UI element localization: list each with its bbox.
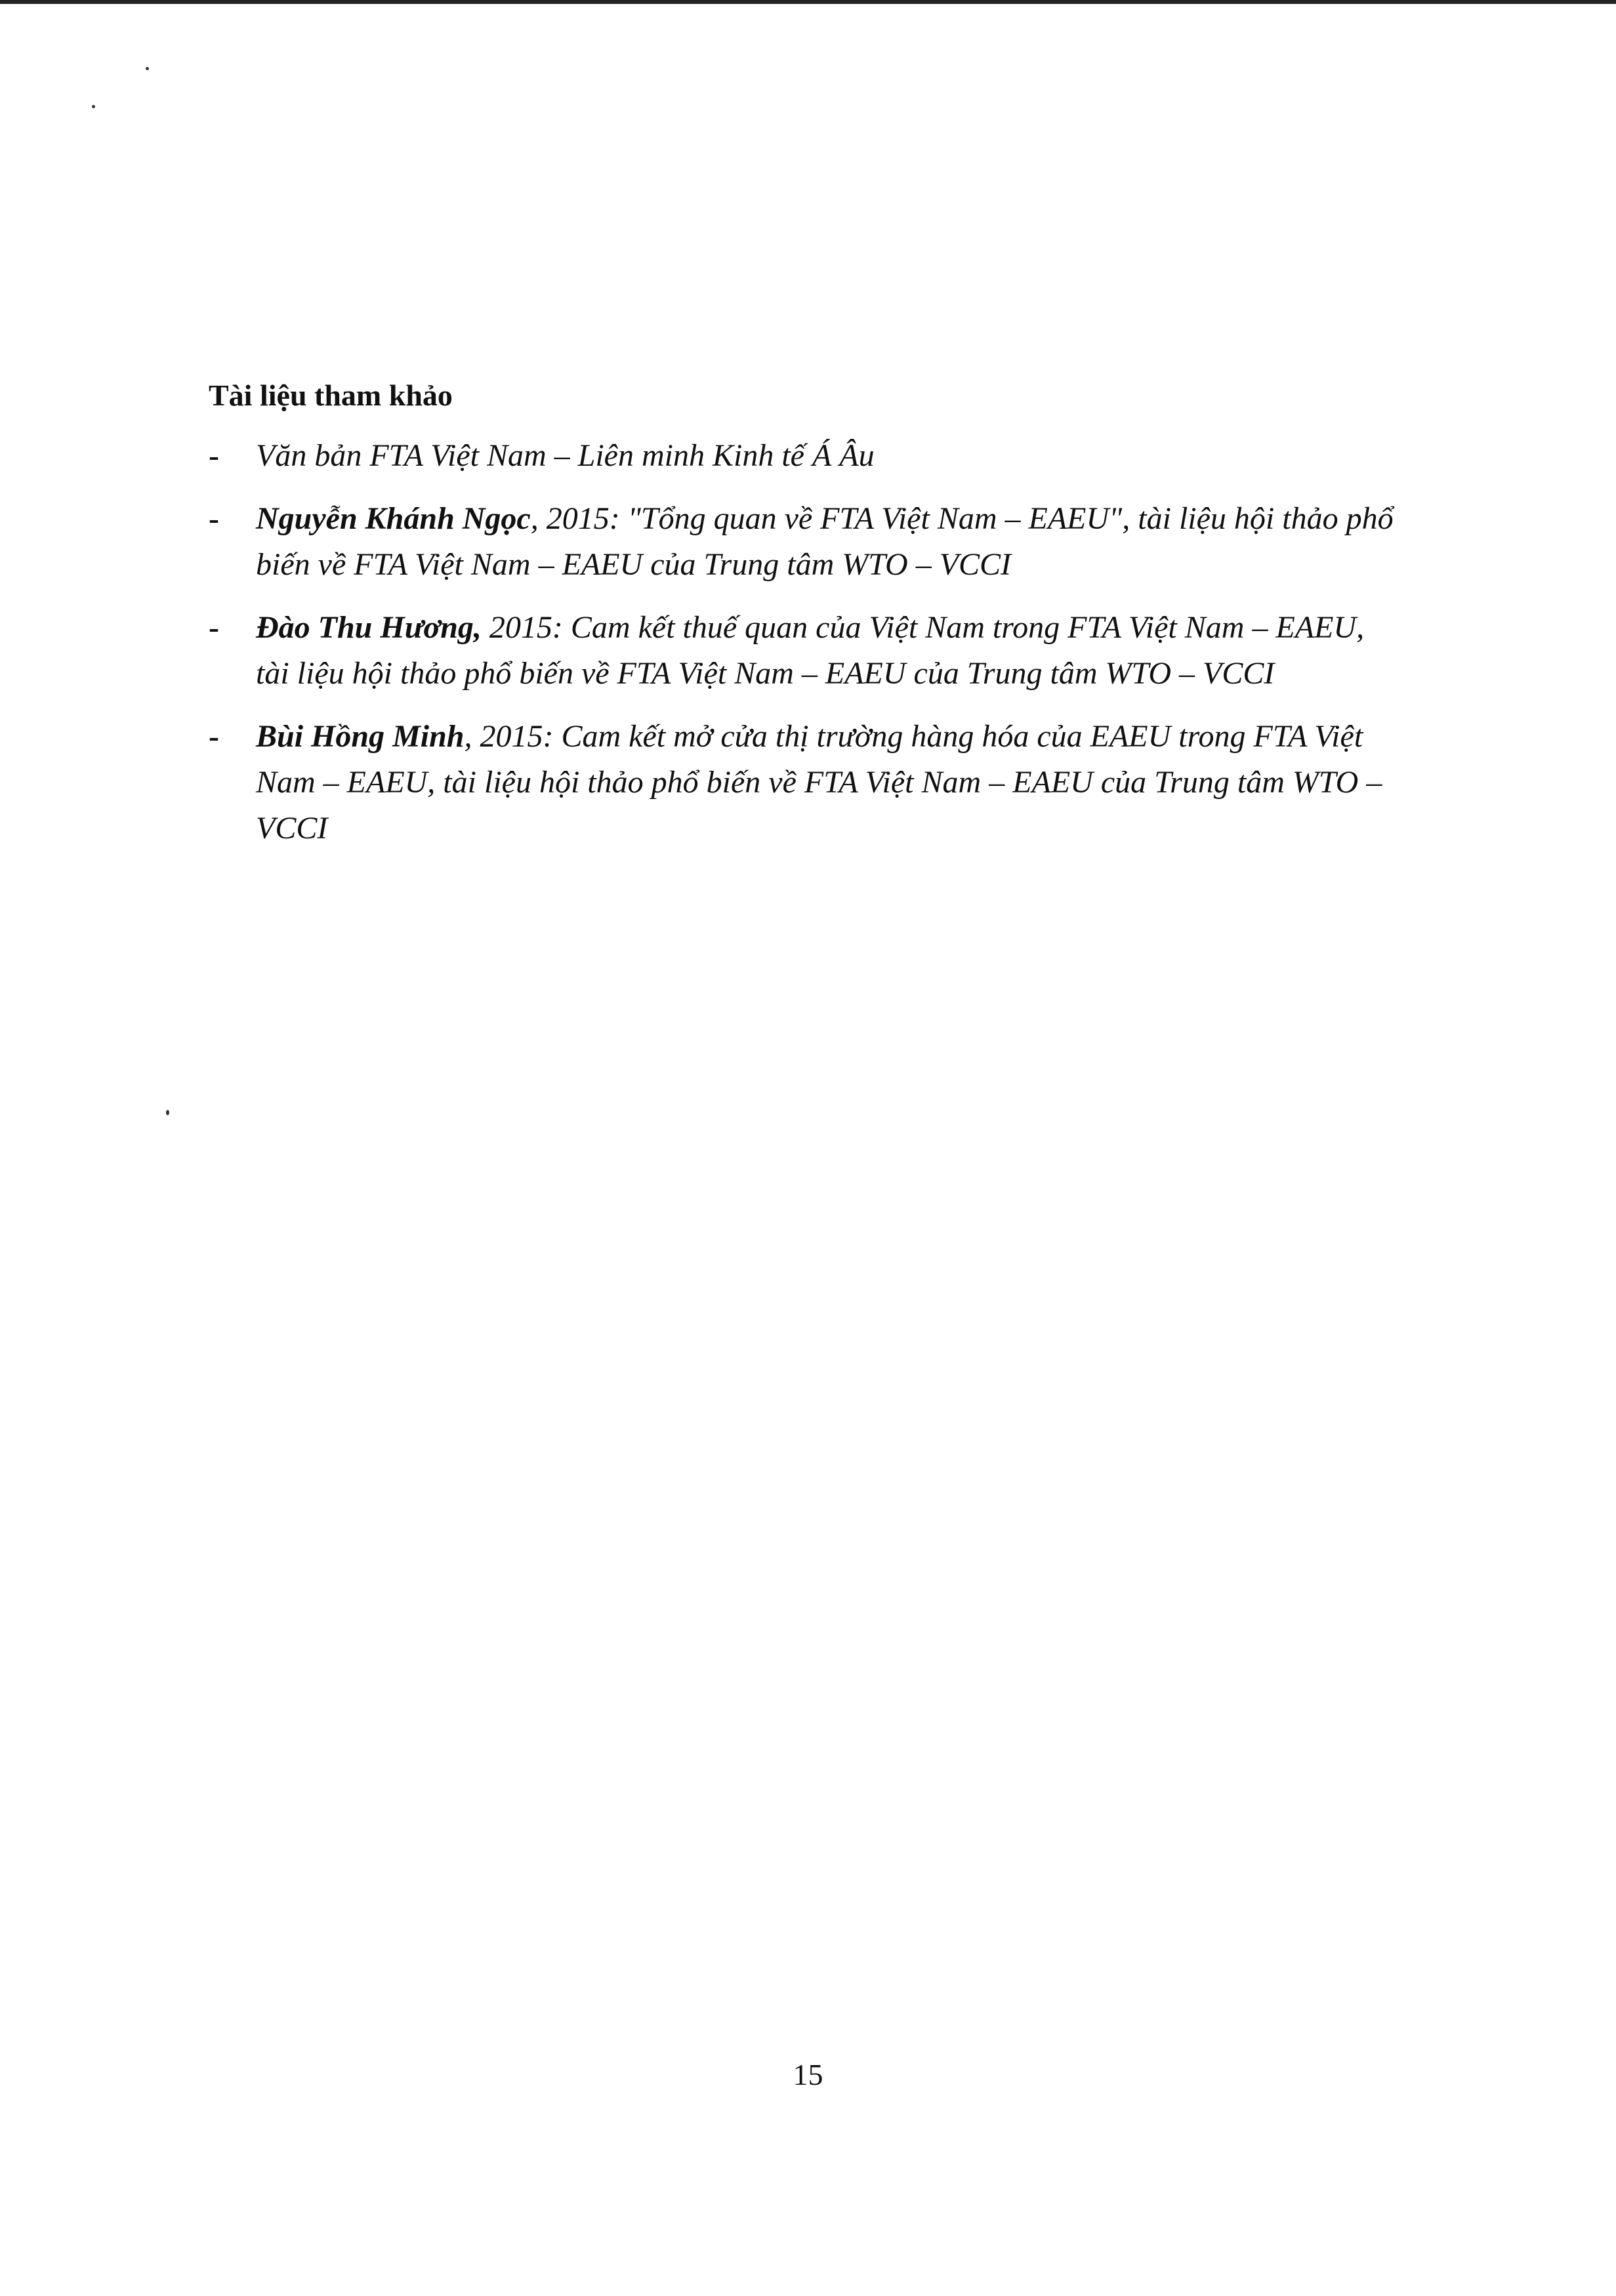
reference-list: [209, 433, 1403, 869]
references-heading: Tài liệu tham khảo: [209, 379, 453, 412]
scan-speck: [146, 67, 149, 70]
bullet-dash: -: [209, 501, 219, 536]
page-number: 15: [793, 2058, 823, 2091]
scan-speck: [92, 105, 95, 108]
reference-item: [209, 433, 1403, 479]
reference-item: [209, 605, 1403, 697]
scan-top-border: [0, 0, 1616, 4]
bullet-dash: -: [209, 610, 219, 645]
reference-author: Đào Thu Hương,: [256, 610, 482, 645]
reference-item: [209, 714, 1403, 851]
bullet-dash: -: [209, 719, 219, 754]
scan-speck: [166, 1110, 169, 1115]
reference-text: Văn bản FTA Việt Nam – Liên minh Kinh tế Á Âu: [256, 438, 875, 473]
reference-item: [209, 496, 1403, 588]
reference-text: , 2015: "Tổng quan về FTA Việt Nam – EAEU", tài liệu hội thảo phổ biến về FTA Việt Nam – EAEU của Trung tâm WTO – VCCI: [256, 501, 1394, 582]
bullet-dash: -: [209, 438, 219, 473]
reference-author: Nguyễn Khánh Ngọc: [256, 501, 531, 536]
reference-text: 2015: Cam kết thuế quan của Việt Nam trong FTA Việt Nam – EAEU, tài liệu hội thảo phổ biến về FTA Việt Nam – EAEU của Trung tâm WTO – VCCI: [256, 610, 1365, 691]
reference-text: , 2015: Cam kết mở cửa thị trường hàng hóa của EAEU trong FTA Việt Nam – EAEU, tài liệu hội thảo phổ biến về FTA Việt Nam – EAEU của Trung tâm WTO – VCCI: [256, 719, 1382, 846]
reference-author: Bùi Hồng Minh: [256, 719, 465, 754]
